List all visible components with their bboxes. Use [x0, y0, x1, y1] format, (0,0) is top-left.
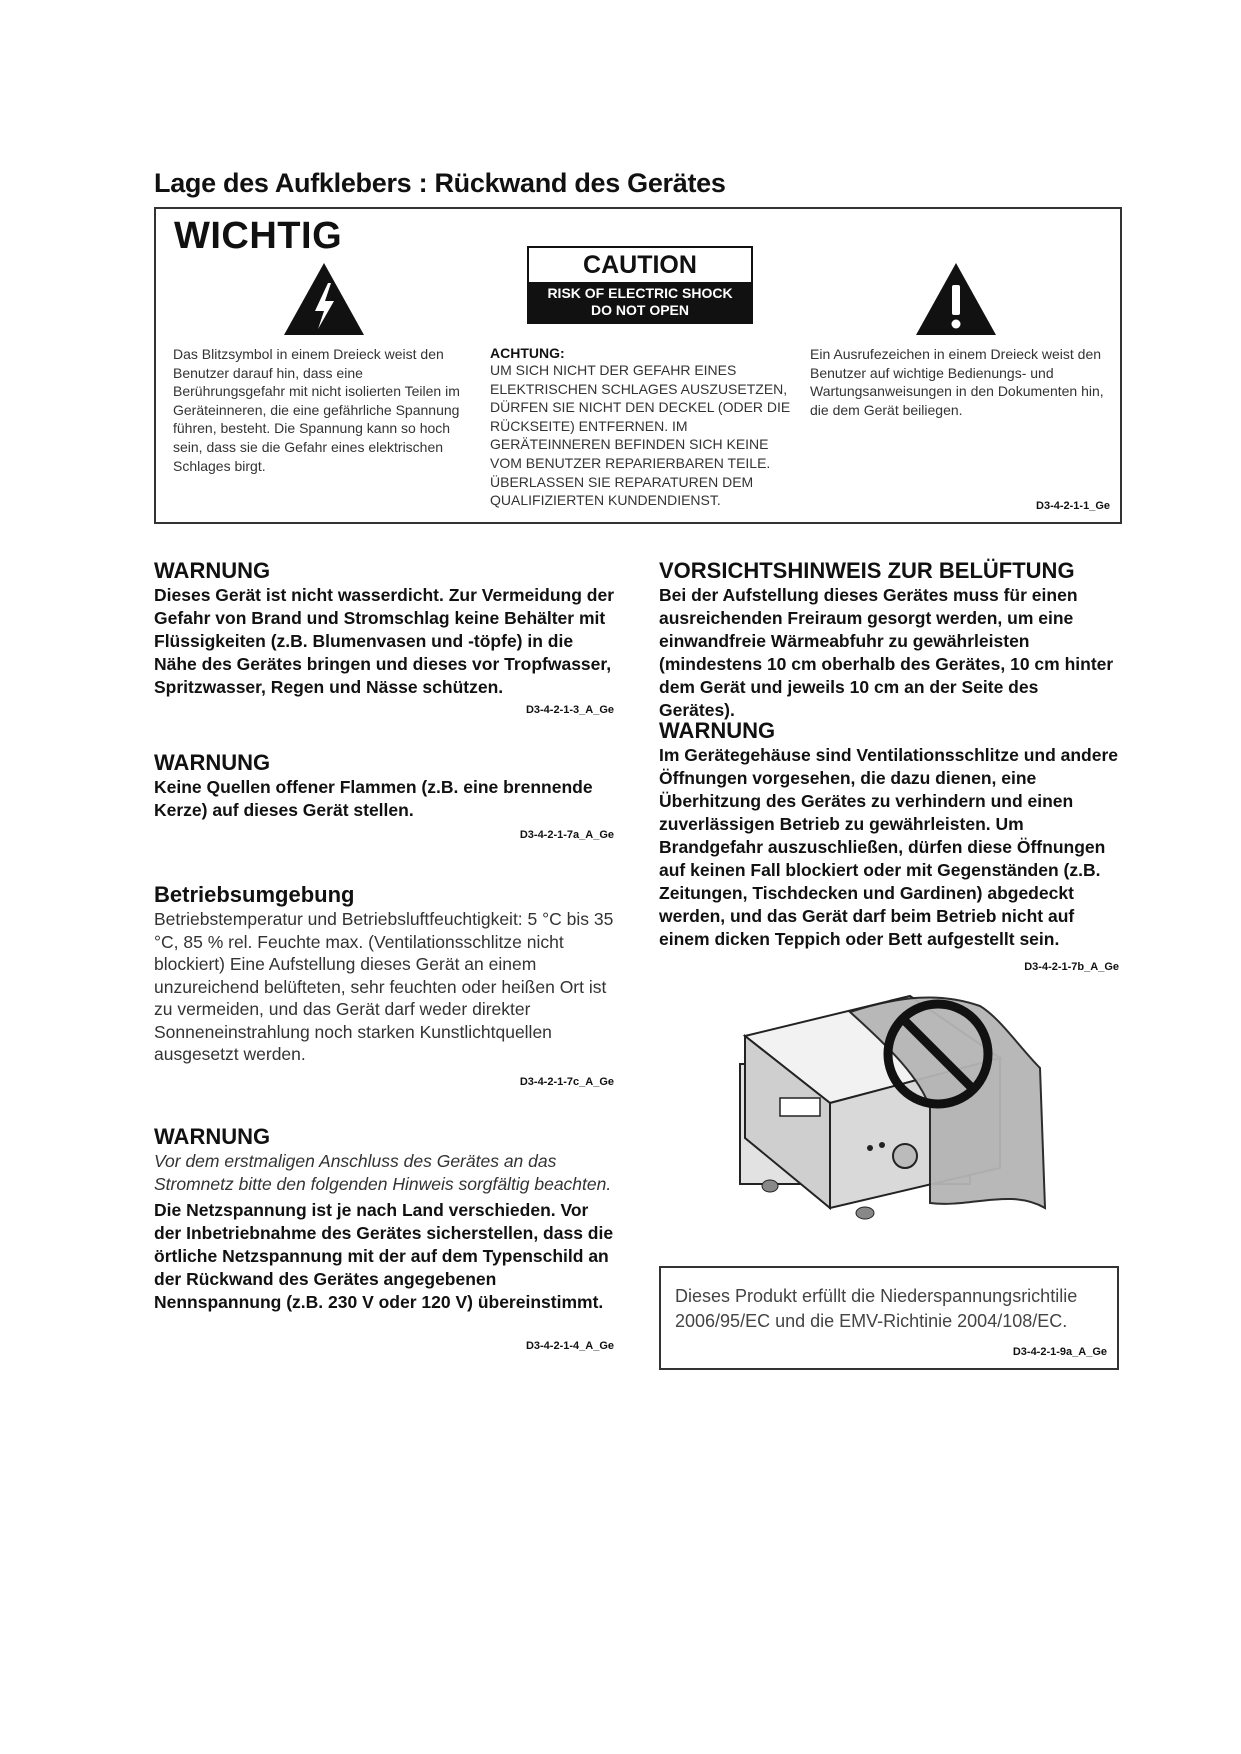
ventilation-caution [659, 558, 1119, 722]
page-title: Lage des Aufklebers : Rückwand des Gerätes [154, 168, 726, 198]
wichtig-heading: WICHTIG [174, 215, 343, 257]
warning-waterproof [154, 558, 614, 699]
important-box [154, 207, 1122, 524]
covered-device-illustration [700, 988, 1060, 1228]
section-heading: VORSICHTSHINWEIS ZUR BELÜFTUNG [659, 558, 1075, 583]
section-italic-text: Vor dem erstmaligen Anschluss des Gerätes an das Stromnetz bitte den folgenden Hinweis sorgfältig beachten. [154, 1151, 612, 1194]
warning-flames [154, 750, 614, 822]
lightning-description: Das Blitzsymbol in einem Dreieck weist den Benutzer darauf hin, dass eine Berührungsgefahr mit nicht isolierten Teilen im Geräteinneren, die eine gefährliche Spannung führen, besteht. Die Spannung kann so hoch sein, dass sie die Gefahr eines elektrischen Schlages birgt. [173, 346, 460, 474]
reference-code: D3-4-2-1-9a_A_Ge [1012, 1346, 1107, 1358]
reference-code: D3-4-2-1-7b_A_Ge [1024, 961, 1119, 973]
achtung-text: UM SICH NICHT DER GEFAHR EINES ELEKTRISCHEN SCHLAGES AUSZUSETZEN, DÜRFEN SIE NICHT DEN DECKEL (ODER DIE RÜCKSEITE) ENTFERNEN. IM GERÄTEINNEREN BEFINDEN SICH KEINE VOM BENUTZER REPARIERBAREN TEILE. ÜBERLASSEN SIE REPARATUREN DEM QUALIFIZIERTEN KUNDENDIENST. [490, 362, 791, 509]
exclamation-warning-icon [914, 261, 998, 337]
section-text: Die Netzspannung ist je nach Land verschieden. Vor der Inbetriebnahme des Gerätes sicherstellen, dass die örtliche Netzspannung mit der auf dem Typenschild an der Rückwand des Gerätes angegebenen Nennspannung (z.B. 230 V oder 120 V) übereinstimmt. [154, 1200, 614, 1312]
section-text: Im Gerätegehäuse sind Ventilationsschlitze und andere Öffnungen vorgesehen, die dazu dienen, eine Überhitzung des Gerätes zu verhindern und einen zuverlässigen Betrieb zu gewährleisten. Um Brandgefahr auszuschließen, dürfen diese Öffnungen auf keinen Fall blockiert oder mit Gegenständen (z.B. Zeitungen, Tischdecken und Gardinen) abgedeckt werden, und das Gerät darf beim Betrieb nicht auf einem dicken Teppich oder Bett aufgestellt sein. [659, 745, 1119, 949]
warning-ventilation-slots [659, 718, 1119, 951]
section-text: Bei der Aufstellung dieses Gerätes muss für einen ausreichenden Freiraum gesorgt werden, um eine einwandfreie Wärmeabfuhr zu gewährleisten (mindestens 10 cm oberhalb des Gerätes, 10 cm hinter dem Gerät und jeweils 10 cm an der Seite des Gerätes). [659, 585, 1114, 720]
exclamation-description: Ein Ausrufezeichen in einem Dreieck weist den Benutzer auf wichtige Bedienungs- und Wartungsanweisungen in den Dokumenten hin, die dem Gerät beiliegen. [810, 346, 1104, 418]
caution-title: CAUTION [529, 248, 751, 282]
section-heading: WARNUNG [659, 718, 776, 743]
section-heading: WARNUNG [154, 558, 271, 583]
reference-code: D3-4-2-1-3_A_Ge [525, 704, 614, 716]
section-text: Dieses Gerät ist nicht wasserdicht. Zur Vermeidung der Gefahr von Brand und Stromschlag keine Behälter mit Flüssigkeiten (z.B. Blumenvasen und -töpfe) in die Nähe des Gerätes bringen und dieses vor Tropfwasser, Spritzwasser, Regen und Nässe schützen. [154, 585, 615, 697]
lightning-warning-icon [282, 261, 366, 337]
caution-line-2: DO NOT OPEN [590, 302, 689, 318]
caution-line-1: RISK OF ELECTRIC SHOCK [547, 285, 733, 301]
reference-code: D3-4-2-1-7c_A_Ge [519, 1076, 614, 1088]
caution-subtitle [529, 282, 751, 322]
caution-label [527, 246, 753, 324]
eu-compliance-text: Dieses Produkt erfüllt die Niederspannungsrichtilie 2006/95/EC und die EMV-Richtinie 2004/108/EC. [675, 1286, 1078, 1331]
section-heading: WARNUNG [154, 1124, 271, 1149]
reference-code: D3-4-2-1-1_Ge [1036, 500, 1110, 512]
section-heading: WARNUNG [154, 750, 271, 775]
section-heading: Betriebsumgebung [154, 882, 355, 907]
reference-code: D3-4-2-1-7a_A_Ge [519, 829, 614, 841]
operating-environment [154, 882, 614, 1066]
achtung-heading: ACHTUNG: [490, 345, 565, 361]
warning-mains-voltage [154, 1124, 614, 1314]
eu-compliance-box [659, 1266, 1119, 1370]
section-text: Keine Quellen offener Flammen (z.B. eine brennende Kerze) auf dieses Gerät stellen. [154, 777, 593, 820]
reference-code: D3-4-2-1-4_A_Ge [525, 1340, 614, 1352]
achtung-block [490, 345, 800, 510]
section-text: Betriebstemperatur und Betriebsluftfeuchtigkeit: 5 °C bis 35 °C, 85 % rel. Feuchte max. (Ventilationsschlitze nicht blockiert) Eine Aufstellung dieses Gerät an einem unzureichend belüfteten, sehr feuchten oder heißen Ort ist zu vermeiden, und das Gerät darf weder direkter Sonneneinstrahlung noch starken Kunstlichtquellen ausgesetzt werden. [154, 909, 614, 1064]
